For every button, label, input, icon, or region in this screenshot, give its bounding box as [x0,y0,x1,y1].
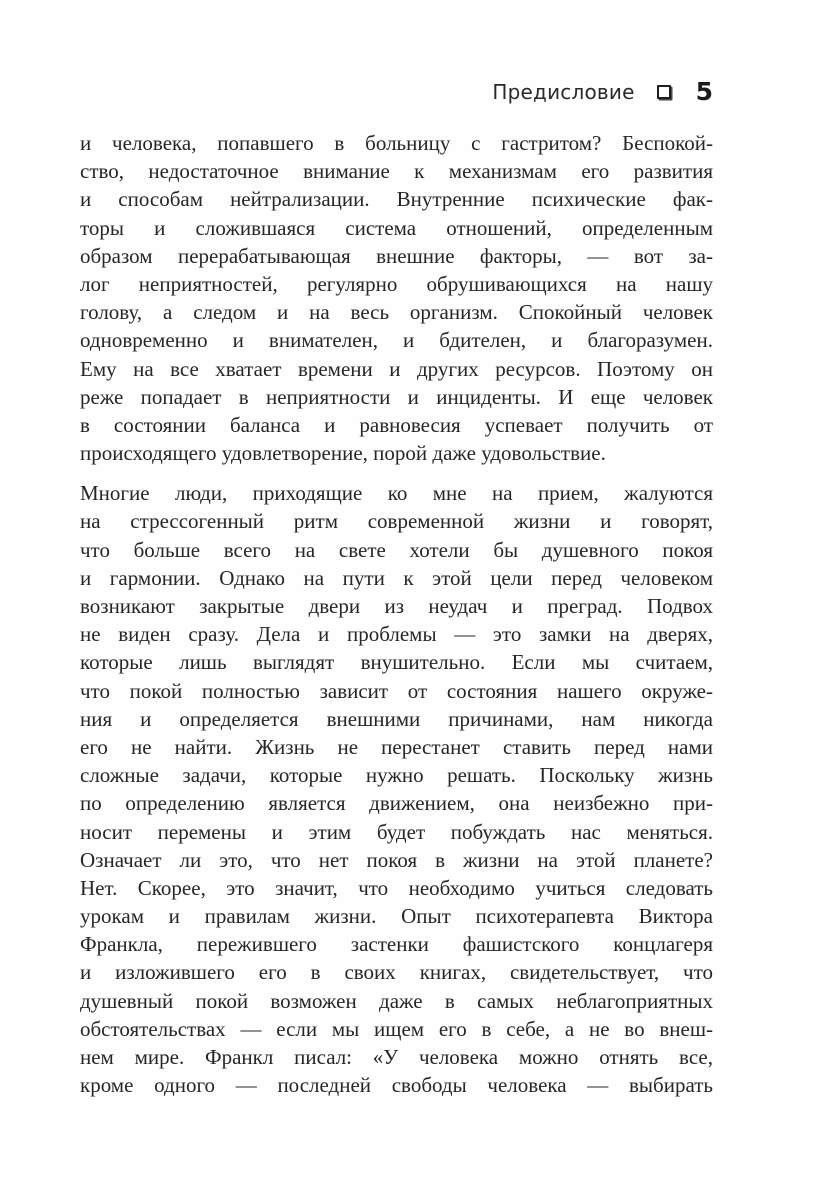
square-bullet-icon [657,85,671,99]
text-line: которые лишь выглядят внушительно. Если мы считаем, [80,650,713,675]
text-line: одновременно и внимателен, и бдителен, и благоразумен. [80,328,713,353]
text-line: Нет. Скорее, это значит, что необходимо учиться следовать [80,875,713,900]
text-line: Многие люди, приходящие ко мне на прием, жалуются [80,481,713,506]
text-line: торы и сложившаяся система отношений, определенным [80,215,713,240]
text-line: лог неприятностей, регулярно обрушивающихся на нашу [80,271,713,296]
text-line: урокам и правилам жизни. Опыт психотерапевта Виктора [80,904,713,929]
text-line: в состоянии баланса и равновесия успевает получить от [80,412,713,437]
text-line: Ему на все хватает времени и других ресурсов. Поэтому он [80,356,713,381]
text-line: носит перемены и этим будет побуждать нас меняться. [80,819,713,844]
text-line: нем мире. Франкл писал: «У человека можно отнять все, [80,1045,713,1069]
text-line: голову, а следом и на весь организм. Спокойный человек [80,300,713,325]
page-header [80,79,713,104]
text-line: Означает ли это, что нет покоя в жизни на этой планете? [80,847,713,872]
page-number: 5 [695,77,713,106]
chapter-title: Предисловие [492,79,635,104]
body-text [80,129,713,1111]
text-line: не виден сразу. Дела и проблемы — это замки на дверях, [80,622,713,647]
text-line: сложные задачи, которые нужно решать. Поскольку жизнь [80,763,713,788]
text-line: Франкла, пережившего застенки фашистского концлагеря [80,932,713,957]
paragraph [80,479,713,1099]
text-line: душевный покой возможен даже в самых неблагоприятных [80,988,713,1013]
text-line: по определению является движением, она неизбежно при- [80,791,713,816]
text-line: и изложившего его в своих книгах, свидетельствует, что [80,960,713,985]
text-line: ство, недостаточное внимание к механизмам его развития [80,159,713,184]
text-line: что покой полностью зависит от состояния нашего окруже- [80,678,713,703]
text-line: что больше всего на свете хотели бы душевного покоя [80,537,713,562]
text-line: и гармонии. Однако на пути к этой цели перед человеком [80,565,713,590]
text-line: ния и определяется внешними причинами, нам никогда [80,706,713,731]
text-line: происходящего удовлетворение, порой даже удовольствие. [80,441,606,466]
text-line: кроме одного — последней свободы человека — выбирать [80,1073,713,1098]
text-line: его не найти. Жизнь не перестанет ставить перед нами [80,734,713,759]
text-line: и человека, попавшего в больницу с гастритом? Беспокой- [80,131,713,155]
paragraph [80,129,713,467]
text-line: обстоятельствах — если мы ищем его в себе, а не во внеш- [80,1016,713,1041]
text-line: возникают закрытые двери из неудач и преград. Подвох [80,594,713,618]
text-line: и способам нейтрализации. Внутренние психические фак- [80,187,713,212]
text-line: реже попадает в неприятности и инциденты. И еще человек [80,384,713,409]
text-line: на стрессогенный ритм современной жизни и говорят, [80,509,713,534]
text-line: образом перерабатывающая внешние факторы, — вот за- [80,243,713,268]
